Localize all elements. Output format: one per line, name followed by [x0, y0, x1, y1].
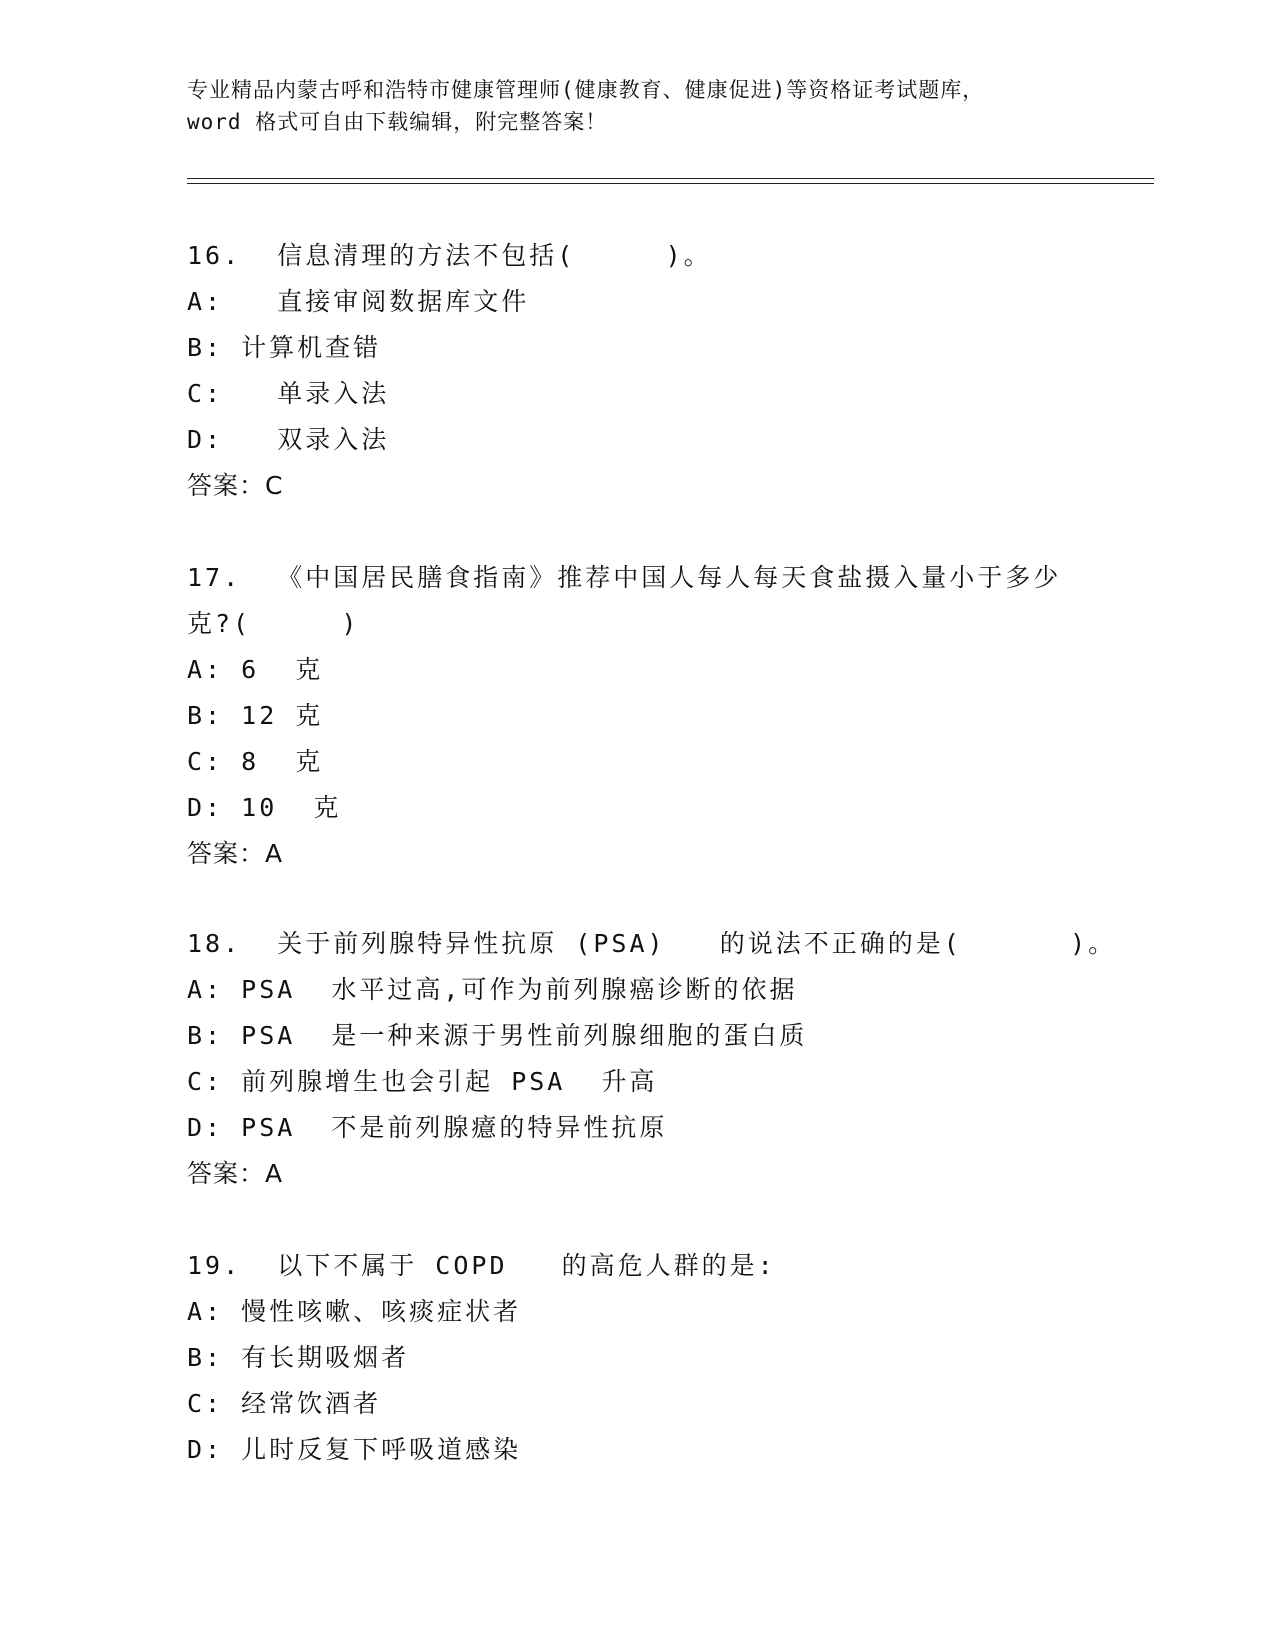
question-17 [187, 555, 1087, 877]
option-b: B: 12 克 [187, 701, 324, 730]
answer: 答案：A [187, 1159, 284, 1188]
option-c: C: 经常饮酒者 [187, 1389, 382, 1418]
option-b: B: 有长期吸烟者 [187, 1343, 410, 1372]
option-c: C: 8 克 [187, 747, 324, 776]
question-stem: 16. 信息清理的方法不包括( )。 [187, 241, 712, 270]
option-a: A: PSA 水平过高,可作为前列腺癌诊断的依据 [187, 975, 798, 1004]
question-18 [187, 921, 1117, 1197]
option-b: B: PSA 是一种来源于男性前列腺细胞的蛋白质 [187, 1021, 808, 1050]
answer: 答案：C [187, 471, 284, 500]
option-a: A: 慢性咳嗽、咳痰症状者 [187, 1297, 522, 1326]
question-stem: 18. 关于前列腺特异性抗原 (PSA) 的说法不正确的是( )。 [187, 929, 1117, 958]
header-line-2: word 格式可自由下载编辑，附完整答案！ [187, 110, 608, 134]
option-d: D: 双录入法 [187, 425, 390, 454]
question-stem: 19. 以下不属于 COPD 的高危人群的是: [187, 1251, 776, 1280]
option-c: C: 单录入法 [187, 379, 390, 408]
document-header [187, 74, 1087, 138]
option-c: C: 前列腺增生也会引起 PSA 升高 [187, 1067, 658, 1096]
question-stem-continued: 克?( ) [187, 609, 360, 638]
option-a: A: 6 克 [187, 655, 324, 684]
question-stem: 17. 《中国居民膳食指南》推荐中国人每人每天食盐摄入量小于多少 [187, 563, 1062, 592]
option-b: B: 计算机查错 [187, 333, 382, 362]
option-d: D: 儿时反复下呼吸道感染 [187, 1435, 522, 1464]
question-19 [187, 1243, 1087, 1473]
answer: 答案：A [187, 839, 284, 868]
option-d: D: PSA 不是前列腺癔的特异性抗原 [187, 1113, 668, 1142]
header-divider-bottom [187, 183, 1154, 184]
option-a: A: 直接审阅数据库文件 [187, 287, 530, 316]
header-divider-top [187, 178, 1154, 179]
question-16 [187, 233, 1087, 509]
option-d: D: 10 克 [187, 793, 342, 822]
header-line-1: 专业精品内蒙古呼和浩特市健康管理师(健康教育、健康促进)等资格证考试题库， [187, 78, 985, 102]
